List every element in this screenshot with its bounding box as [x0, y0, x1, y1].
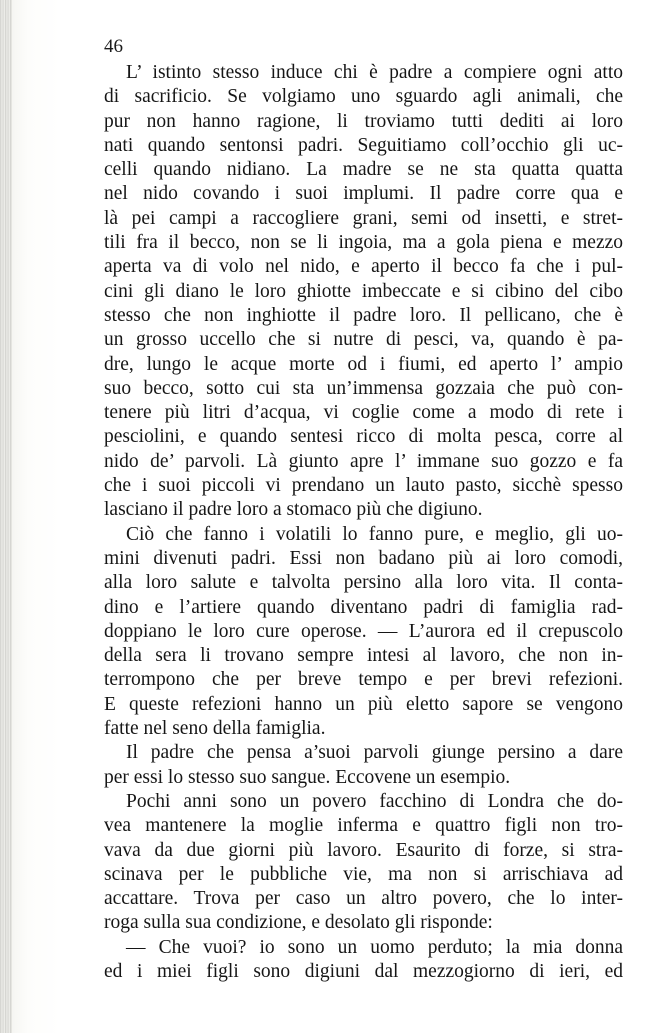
text-line: lasciano il padre loro a stomaco più che digiuno.	[104, 499, 483, 521]
text-line: Ciò che fanno i volatili lo fanno pure, e meglio, gli uo-	[126, 523, 623, 545]
text-line: scinava per le pubbliche vie, ma non si arrischiava ad	[104, 863, 623, 885]
text-line: accattare. Trova per caso un altro povero, che lo inter-	[104, 888, 623, 910]
text-line: un grosso uccello che si nutre di pesci, va, quando è pa-	[104, 329, 623, 351]
text-line: roga sulla sua condizione, e desolato gli risponde:	[104, 912, 493, 934]
text-line: pesciolini, e quando sentesi ricco di molta pesca, corre al	[104, 426, 623, 448]
paragraph	[104, 790, 623, 936]
text-line: L’ istinto stesso induce chi è padre a compiere ogni atto	[126, 62, 623, 83]
text-line: là pei campi a raccogliere grani, semi od insetti, e stret-	[104, 207, 623, 229]
text-line: alla loro salute e talvolta persino alla loro vita. Il conta-	[104, 572, 623, 594]
text-line: stesso che non inghiotte il padre loro. Il pellicano, che è	[104, 304, 623, 326]
paragraph	[104, 936, 623, 985]
page-number: 46	[104, 36, 123, 57]
text-line: ed i miei figli sono digiuni dal mezzogiorno di ieri, ed	[104, 960, 623, 982]
text-line: della sera li trovano sempre intesi al lavoro, che non in-	[104, 645, 623, 667]
text-line: vea mantenere la moglie inferma e quattro figli non tro-	[104, 815, 623, 837]
text-line: aperta va di volo nel nido, e aperto il becco fa che i pul-	[104, 256, 623, 278]
binding-gutter	[0, 0, 12, 1033]
text-line: tenere più litri d’acqua, vi coglie come a modo di rete i	[104, 402, 623, 424]
text-line: nel nido covando i suoi implumi. Il padre corre qua e	[104, 183, 623, 205]
paragraph	[104, 523, 623, 742]
text-line: di sacrificio. Se volgiamo uno sguardo agli animali, che	[104, 86, 623, 108]
text-line: nati quando sentonsi padri. Seguitiamo coll’occhio gli uc-	[104, 134, 623, 156]
text-line: pur non hanno ragione, li troviamo tutti dediti ai loro	[104, 110, 623, 132]
text-line: doppiano le loro cure operose. — L’aurora ed il crepuscolo	[104, 620, 623, 642]
text-line: terrompono che per breve tempo e per brevi refezioni.	[104, 669, 623, 691]
text-line: dino e l’artiere quando diventano padri di famiglia rad-	[104, 596, 623, 618]
text-line: che i suoi piccoli vi prendano un lauto pasto, sicchè spesso	[104, 475, 623, 497]
text-line: — Che vuoi? io sono un uomo perduto; la mia donna	[126, 936, 623, 958]
text-line: dre, lungo le acque morte od i fiumi, ed aperto l’ ampio	[104, 353, 623, 375]
body-text	[104, 61, 623, 984]
text-line: nido de’ parvoli. Là giunto apre l’ immane suo gozzo e fa	[104, 450, 623, 472]
text-line: tili fra il becco, non se li ingoia, ma a gola piena e mezzo	[104, 232, 623, 254]
text-line: E queste refezioni hanno un più eletto sapore se vengono	[104, 693, 623, 715]
text-line: per essi lo stesso suo sangue. Eccovene un esempio.	[104, 766, 511, 788]
text-line: suo becco, sotto cui sta un’immensa gozzaia che può con-	[104, 377, 623, 399]
text-line: fatte nel seno della famiglia.	[104, 718, 326, 740]
paragraph	[104, 61, 623, 523]
paragraph	[104, 741, 623, 790]
text-line: Il padre che pensa a’suoi parvoli giunge persino a dare	[126, 742, 623, 764]
text-line: Pochi anni sono un povero facchino di Londra che do-	[126, 790, 623, 812]
text-line: cini gli diano le loro ghiotte imbeccate e si cibino del cibo	[104, 280, 623, 302]
text-line: mini divenuti padri. Essi non badano più ai loro comodi,	[104, 547, 623, 569]
text-line: celli quando nidiano. La madre se ne sta quatta quatta	[104, 159, 623, 181]
text-line: vava da due giorni più lavoro. Esaurito di forze, si stra-	[104, 839, 623, 861]
